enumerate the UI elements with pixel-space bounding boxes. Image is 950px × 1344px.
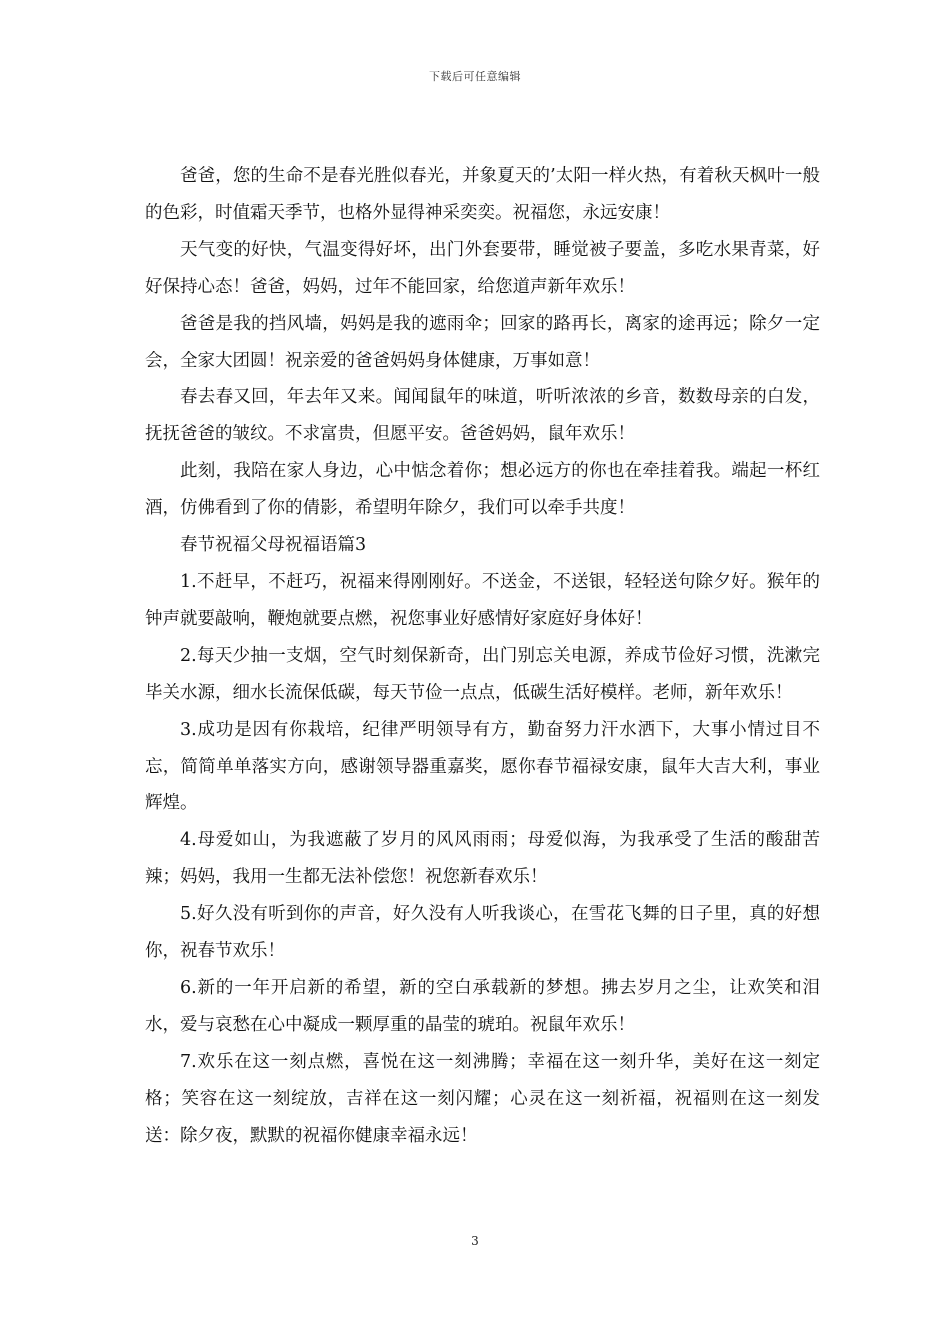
paragraph: 爸爸是我的挡风墙，妈妈是我的遮雨伞；回家的路再长，离家的途再远；除夕一定会，全家大团圆！祝亲爱的爸爸妈妈身体健康，万事如意！	[145, 313, 820, 371]
page-number: 3	[471, 1234, 479, 1248]
section-heading: 春节祝福父母祝福语篇3	[180, 535, 367, 556]
list-item: 4.母爱如山，为我遮蔽了岁月的风风雨雨；母爱似海，为我承受了生活的酸甜苦辣；妈妈，我用一生都无法补偿您！祝您新春欢乐！	[145, 830, 820, 888]
document-body	[145, 158, 820, 1154]
list-item: 7.欢乐在这一刻点燃，喜悦在这一刻沸腾；幸福在这一刻升华，美好在这一刻定格；笑容在这一刻绽放，吉祥在这一刻闪耀；心灵在这一刻祈福，祝福则在这一刻发送：除夕夜，默默的祝福你健康幸福永远！	[145, 1051, 820, 1146]
page-header: 下载后可任意编辑	[429, 70, 521, 83]
paragraph: 爸爸，您的生命不是春光胜似春光，并象夏天的’太阳一样火热，有着秋天枫叶一般的色彩，时值霜天季节，也格外显得神采奕奕。祝福您，永远安康！	[145, 166, 820, 223]
paragraph: 天气变的好快，气温变得好坏，出门外套要带，睡觉被子要盖，多吃水果青菜，好好保持心态！爸爸，妈妈，过年不能回家，给您道声新年欢乐！	[145, 239, 820, 297]
paragraph: 春去春又回，年去年又来。闻闻鼠年的味道，听听浓浓的乡音，数数母亲的白发，抚抚爸爸的皱纹。不求富贵，但愿平安。爸爸妈妈，鼠年欢乐！	[145, 387, 820, 445]
list-item: 3.成功是因有你栽培，纪律严明领导有方，勤奋努力汗水洒下，大事小情过目不忘，简简单单落实方向，感谢领导器重嘉奖，愿你春节福禄安康，鼠年大吉大利，事业辉煌。	[145, 719, 820, 814]
list-item: 2.每天少抽一支烟，空气时刻保新奇，出门别忘关电源，养成节俭好习惯，洗漱完毕关水源，细水长流保低碳，每天节俭一点点，低碳生活好模样。老师，新年欢乐！	[145, 645, 820, 703]
list-item: 1.不赶早，不赶巧，祝福来得刚刚好。不送金，不送银，轻轻送句除夕好。猴年的钟声就要敲响，鞭炮就要点燃，祝您事业好感情好家庭好身体好！	[145, 571, 820, 629]
paragraph: 此刻，我陪在家人身边，心中惦念着你；想必远方的你也在牵挂着我。端起一杯红酒，仿佛看到了你的倩影，希望明年除夕，我们可以牵手共度！	[145, 461, 820, 519]
list-item: 6.新的一年开启新的希望，新的空白承载新的梦想。拂去岁月之尘，让欢笑和泪水，爱与哀愁在心中凝成一颗厚重的晶莹的琥珀。祝鼠年欢乐！	[145, 977, 820, 1035]
list-item: 5.好久没有听到你的声音，好久没有人听我谈心，在雪花飞舞的日子里，真的好想你，祝春节欢乐！	[145, 904, 820, 962]
